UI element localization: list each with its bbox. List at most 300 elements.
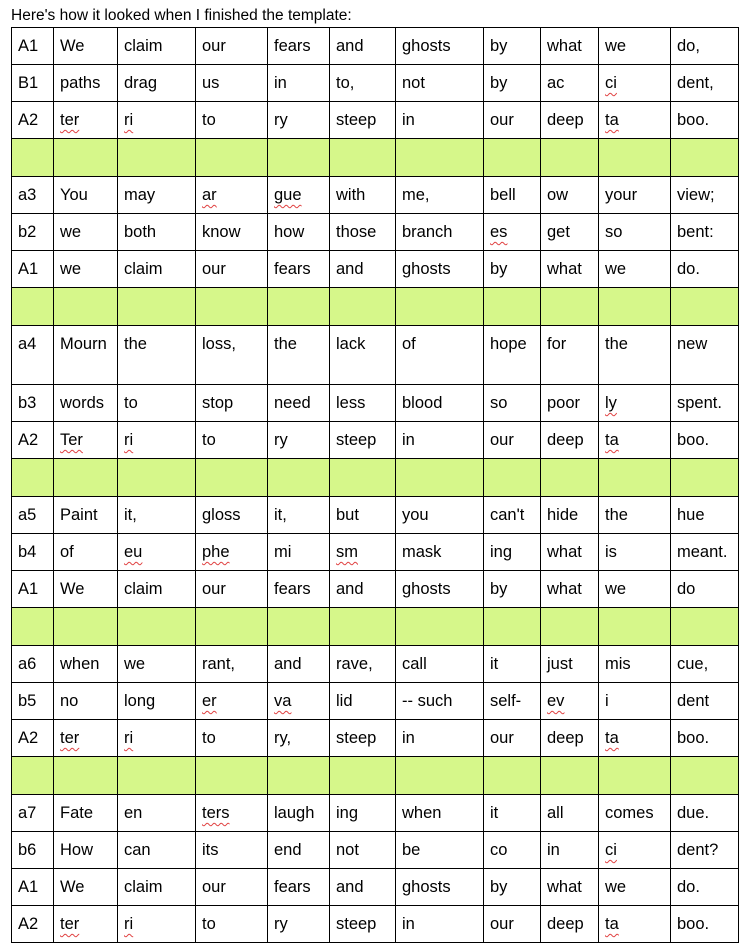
- separator-cell: [541, 288, 599, 326]
- separator-cell: [599, 459, 671, 497]
- separator-cell: [12, 608, 54, 646]
- syllable-text: gue: [274, 186, 302, 204]
- syllable-text: it,: [274, 506, 287, 524]
- syllable-cell: [268, 422, 330, 459]
- syllable-cell: [118, 214, 196, 251]
- syllable-cell: [541, 906, 599, 943]
- line-label: A2: [18, 729, 39, 747]
- syllable-text: You: [60, 186, 88, 204]
- syllable-cell: [330, 422, 396, 459]
- syllable-text: i: [605, 692, 609, 710]
- syllable-cell: [118, 906, 196, 943]
- line-label-cell: [12, 683, 54, 720]
- syllable-text: how: [274, 223, 305, 241]
- syllable-cell: [118, 869, 196, 906]
- syllable-text: ri: [124, 111, 134, 129]
- syllable-text: we: [60, 223, 82, 241]
- syllable-text: ter: [60, 729, 80, 747]
- poem-line-row: [12, 683, 739, 720]
- syllable-cell: [396, 795, 484, 832]
- poem-line-row: [12, 832, 739, 869]
- separator-cell: [118, 608, 196, 646]
- syllable-text: but: [336, 506, 359, 524]
- poem-line-row: [12, 177, 739, 214]
- syllable-text: just: [547, 655, 573, 673]
- syllable-cell: [118, 326, 196, 385]
- syllable-cell: [484, 28, 541, 65]
- syllable-cell: [396, 720, 484, 757]
- syllable-text: all: [547, 804, 564, 822]
- poem-line-row: [12, 534, 739, 571]
- syllable-text: less: [336, 394, 366, 412]
- syllable-text: er: [202, 692, 217, 710]
- syllable-text: dent,: [677, 74, 714, 92]
- separator-cell: [196, 757, 268, 795]
- syllable-cell: [541, 497, 599, 534]
- syllable-text: deep: [547, 915, 584, 933]
- line-label: b2: [18, 223, 37, 241]
- syllable-cell: [330, 177, 396, 214]
- syllable-text: to: [202, 729, 216, 747]
- syllable-text: ri: [124, 431, 134, 449]
- syllable-cell: [118, 251, 196, 288]
- syllable-text: deep: [547, 111, 584, 129]
- syllable-cell: [396, 683, 484, 720]
- syllable-cell: [54, 214, 118, 251]
- syllable-text: rant,: [202, 655, 236, 673]
- syllable-text: ri: [124, 729, 134, 747]
- syllable-text: our: [490, 431, 514, 449]
- syllable-cell: [268, 571, 330, 608]
- syllable-text: es: [490, 223, 508, 241]
- syllable-cell: [268, 385, 330, 422]
- syllable-text: no: [60, 692, 79, 710]
- poem-line-row: [12, 720, 739, 757]
- syllable-cell: [671, 422, 739, 459]
- line-label: b6: [18, 841, 37, 859]
- syllable-cell: [541, 571, 599, 608]
- poem-line-row: [12, 326, 739, 385]
- poem-line-row: [12, 251, 739, 288]
- syllable-cell: [54, 795, 118, 832]
- syllable-cell: [671, 571, 739, 608]
- syllable-text: ri: [124, 915, 134, 933]
- syllable-cell: [396, 646, 484, 683]
- syllable-cell: [541, 326, 599, 385]
- syllable-text: with: [336, 186, 366, 204]
- syllable-text: claim: [124, 878, 163, 896]
- syllable-cell: [671, 869, 739, 906]
- syllable-text: what: [547, 260, 582, 278]
- syllable-cell: [396, 251, 484, 288]
- syllable-cell: [268, 720, 330, 757]
- syllable-text: We: [60, 580, 85, 598]
- syllable-text: deep: [547, 431, 584, 449]
- syllable-cell: [541, 177, 599, 214]
- syllable-text: its: [202, 841, 219, 859]
- syllable-text: ta: [605, 431, 619, 449]
- syllable-text: do.: [677, 260, 700, 278]
- poem-line-row: [12, 795, 739, 832]
- syllable-cell: [541, 385, 599, 422]
- syllable-text: boo.: [677, 729, 710, 747]
- syllable-text: We: [60, 37, 85, 55]
- stanza-separator-row: [12, 608, 739, 646]
- syllable-cell: [268, 869, 330, 906]
- syllable-text: our: [202, 580, 226, 598]
- syllable-text: we: [60, 260, 82, 278]
- syllable-cell: [484, 385, 541, 422]
- syllable-cell: [330, 869, 396, 906]
- syllable-text: claim: [124, 260, 163, 278]
- line-label: b5: [18, 692, 37, 710]
- syllable-text: we: [605, 878, 627, 896]
- syllable-cell: [396, 906, 484, 943]
- separator-cell: [396, 608, 484, 646]
- syllable-cell: [484, 214, 541, 251]
- syllable-text: ta: [605, 915, 619, 933]
- syllable-text: branch: [402, 223, 453, 241]
- syllable-cell: [118, 422, 196, 459]
- syllable-text: end: [274, 841, 302, 859]
- separator-cell: [671, 459, 739, 497]
- syllable-cell: [671, 795, 739, 832]
- syllable-cell: [118, 646, 196, 683]
- syllable-text: ghosts: [402, 260, 451, 278]
- line-label: a4: [18, 335, 37, 353]
- syllable-text: laugh: [274, 804, 315, 822]
- separator-cell: [118, 757, 196, 795]
- syllable-text: mis: [605, 655, 631, 673]
- syllable-text: when: [402, 804, 442, 822]
- syllable-text: by: [490, 878, 508, 896]
- separator-cell: [599, 608, 671, 646]
- syllable-cell: [671, 646, 739, 683]
- separator-cell: [54, 459, 118, 497]
- separator-cell: [54, 139, 118, 177]
- syllable-text: us: [202, 74, 220, 92]
- syllable-cell: [330, 646, 396, 683]
- syllable-text: the: [605, 335, 628, 353]
- syllable-text: you: [402, 506, 429, 524]
- syllable-cell: [541, 102, 599, 139]
- syllable-cell: [599, 251, 671, 288]
- syllable-cell: [396, 214, 484, 251]
- line-label: a3: [18, 186, 37, 204]
- syllable-cell: [541, 869, 599, 906]
- syllable-cell: [541, 832, 599, 869]
- stanza-separator-row: [12, 288, 739, 326]
- separator-cell: [196, 139, 268, 177]
- syllable-text: and: [336, 878, 364, 896]
- syllable-text: ly: [605, 394, 617, 412]
- separator-cell: [268, 459, 330, 497]
- syllable-cell: [330, 832, 396, 869]
- stanza-separator-row: [12, 459, 739, 497]
- syllable-text: mask: [402, 543, 442, 561]
- syllable-cell: [330, 251, 396, 288]
- syllable-cell: [196, 177, 268, 214]
- poem-table-body: [12, 28, 739, 943]
- syllable-cell: [268, 251, 330, 288]
- syllable-text: to: [202, 111, 216, 129]
- document-caption: Here's how it looked when I finished the template:: [11, 7, 352, 24]
- syllable-cell: [671, 177, 739, 214]
- syllable-text: self-: [490, 692, 522, 710]
- poem-line-row: [12, 214, 739, 251]
- syllable-text: it,: [124, 506, 137, 524]
- separator-cell: [118, 288, 196, 326]
- syllable-cell: [671, 102, 739, 139]
- syllable-text: not: [402, 74, 425, 92]
- separator-cell: [268, 757, 330, 795]
- syllable-cell: [484, 177, 541, 214]
- syllable-cell: [196, 571, 268, 608]
- syllable-cell: [541, 683, 599, 720]
- syllable-text: ta: [605, 111, 619, 129]
- syllable-text: what: [547, 543, 582, 561]
- syllable-text: ev: [547, 692, 565, 710]
- separator-cell: [484, 288, 541, 326]
- separator-cell: [396, 139, 484, 177]
- syllable-cell: [330, 795, 396, 832]
- syllable-text: be: [402, 841, 421, 859]
- syllable-text: may: [124, 186, 156, 204]
- syllable-text: en: [124, 804, 143, 822]
- syllable-text: co: [490, 841, 508, 859]
- line-label-cell: [12, 497, 54, 534]
- line-label: a5: [18, 506, 37, 524]
- syllable-text: drag: [124, 74, 158, 92]
- syllable-cell: [54, 102, 118, 139]
- syllable-cell: [599, 795, 671, 832]
- line-label: A1: [18, 580, 39, 598]
- syllable-cell: [330, 534, 396, 571]
- syllable-text: in: [402, 915, 415, 933]
- separator-cell: [396, 288, 484, 326]
- syllable-text: of: [60, 543, 74, 561]
- separator-cell: [599, 288, 671, 326]
- syllable-cell: [54, 326, 118, 385]
- syllable-text: dent?: [677, 841, 719, 859]
- syllable-text: cue,: [677, 655, 709, 673]
- line-label-cell: [12, 385, 54, 422]
- separator-cell: [484, 608, 541, 646]
- syllable-cell: [396, 28, 484, 65]
- syllable-text: gloss: [202, 506, 241, 524]
- separator-cell: [54, 288, 118, 326]
- line-label: A2: [18, 111, 39, 129]
- syllable-cell: [484, 65, 541, 102]
- separator-cell: [484, 459, 541, 497]
- syllable-text: both: [124, 223, 157, 241]
- syllable-text: long: [124, 692, 156, 710]
- syllable-text: deep: [547, 729, 584, 747]
- syllable-text: do: [677, 580, 696, 598]
- syllable-text: get: [547, 223, 570, 241]
- syllable-text: need: [274, 394, 311, 412]
- syllable-cell: [671, 906, 739, 943]
- syllable-text: fears: [274, 37, 311, 55]
- syllable-cell: [54, 497, 118, 534]
- syllable-text: so: [490, 394, 508, 412]
- syllable-text: we: [605, 260, 627, 278]
- syllable-cell: [118, 177, 196, 214]
- syllable-cell: [599, 832, 671, 869]
- syllable-text: hue: [677, 506, 705, 524]
- line-label-cell: [12, 177, 54, 214]
- syllable-cell: [268, 534, 330, 571]
- syllable-cell: [268, 646, 330, 683]
- syllable-cell: [484, 102, 541, 139]
- line-label: a6: [18, 655, 37, 673]
- syllable-text: ci: [605, 74, 617, 92]
- poem-line-row: [12, 906, 739, 943]
- syllable-cell: [330, 906, 396, 943]
- syllable-text: spent.: [677, 394, 722, 412]
- syllable-cell: [396, 869, 484, 906]
- syllable-cell: [671, 385, 739, 422]
- syllable-cell: [330, 326, 396, 385]
- syllable-text: claim: [124, 37, 163, 55]
- syllable-cell: [268, 177, 330, 214]
- line-label-cell: [12, 646, 54, 683]
- line-label-cell: [12, 214, 54, 251]
- syllable-text: what: [547, 878, 582, 896]
- syllable-cell: [54, 65, 118, 102]
- separator-cell: [268, 288, 330, 326]
- syllable-cell: [484, 646, 541, 683]
- syllable-cell: [196, 683, 268, 720]
- syllable-text: mi: [274, 543, 292, 561]
- syllable-cell: [671, 683, 739, 720]
- syllable-text: not: [336, 841, 359, 859]
- syllable-cell: [671, 214, 739, 251]
- syllable-cell: [118, 832, 196, 869]
- separator-cell: [484, 757, 541, 795]
- syllable-text: hope: [490, 335, 527, 353]
- syllable-cell: [268, 28, 330, 65]
- syllable-cell: [396, 422, 484, 459]
- syllable-text: blood: [402, 394, 443, 412]
- syllable-text: bell: [490, 186, 516, 204]
- syllable-text: steep: [336, 431, 377, 449]
- separator-cell: [118, 139, 196, 177]
- syllable-cell: [396, 534, 484, 571]
- syllable-text: for: [547, 335, 567, 353]
- line-label-cell: [12, 28, 54, 65]
- syllable-text: ac: [547, 74, 565, 92]
- syllable-cell: [599, 65, 671, 102]
- syllable-cell: [196, 869, 268, 906]
- syllable-cell: [196, 720, 268, 757]
- syllable-cell: [54, 251, 118, 288]
- syllable-text: hide: [547, 506, 579, 524]
- separator-cell: [196, 608, 268, 646]
- syllable-text: lack: [336, 335, 366, 353]
- syllable-text: in: [402, 111, 415, 129]
- syllable-text: phe: [202, 543, 230, 561]
- line-label: A1: [18, 878, 39, 896]
- syllable-cell: [484, 326, 541, 385]
- syllable-text: paths: [60, 74, 101, 92]
- syllable-cell: [541, 65, 599, 102]
- syllable-cell: [541, 795, 599, 832]
- syllable-text: our: [202, 260, 226, 278]
- syllable-cell: [671, 534, 739, 571]
- stanza-separator-row: [12, 757, 739, 795]
- syllable-cell: [330, 65, 396, 102]
- syllable-cell: [330, 683, 396, 720]
- syllable-cell: [671, 832, 739, 869]
- separator-cell: [12, 139, 54, 177]
- poem-line-row: [12, 869, 739, 906]
- poem-line-row: [12, 497, 739, 534]
- syllable-cell: [196, 65, 268, 102]
- line-label-cell: [12, 534, 54, 571]
- syllable-text: comes: [605, 804, 654, 822]
- separator-cell: [196, 288, 268, 326]
- separator-cell: [599, 139, 671, 177]
- syllable-cell: [541, 720, 599, 757]
- syllable-text: our: [490, 915, 514, 933]
- poem-line-row: [12, 571, 739, 608]
- separator-cell: [54, 757, 118, 795]
- syllable-text: ry,: [274, 729, 292, 747]
- syllable-cell: [54, 832, 118, 869]
- syllable-text: lid: [336, 692, 353, 710]
- line-label-cell: [12, 795, 54, 832]
- separator-cell: [396, 757, 484, 795]
- syllable-text: meant.: [677, 543, 728, 561]
- syllable-text: and: [274, 655, 302, 673]
- line-label: A1: [18, 260, 39, 278]
- line-label-cell: [12, 571, 54, 608]
- syllable-cell: [541, 534, 599, 571]
- line-label-cell: [12, 102, 54, 139]
- separator-cell: [54, 608, 118, 646]
- syllable-text: Ter: [60, 431, 83, 449]
- poem-line-row: [12, 28, 739, 65]
- syllable-cell: [118, 534, 196, 571]
- syllable-cell: [599, 385, 671, 422]
- separator-cell: [330, 608, 396, 646]
- syllable-cell: [268, 683, 330, 720]
- separator-cell: [12, 288, 54, 326]
- syllable-text: sm: [336, 543, 358, 561]
- separator-cell: [12, 459, 54, 497]
- syllable-cell: [330, 28, 396, 65]
- syllable-cell: [196, 251, 268, 288]
- syllable-text: view;: [677, 186, 715, 204]
- syllable-text: How: [60, 841, 94, 859]
- syllable-text: and: [336, 260, 364, 278]
- syllable-cell: [268, 326, 330, 385]
- separator-cell: [396, 459, 484, 497]
- syllable-text: and: [336, 37, 364, 55]
- syllable-text: rave,: [336, 655, 373, 673]
- line-label-cell: [12, 326, 54, 385]
- syllable-text: to: [124, 394, 138, 412]
- separator-cell: [118, 459, 196, 497]
- syllable-cell: [599, 646, 671, 683]
- syllable-text: ghosts: [402, 580, 451, 598]
- syllable-cell: [54, 534, 118, 571]
- syllable-text: Fate: [60, 804, 94, 822]
- syllable-cell: [118, 571, 196, 608]
- syllable-text: do.: [677, 878, 700, 896]
- syllable-cell: [599, 869, 671, 906]
